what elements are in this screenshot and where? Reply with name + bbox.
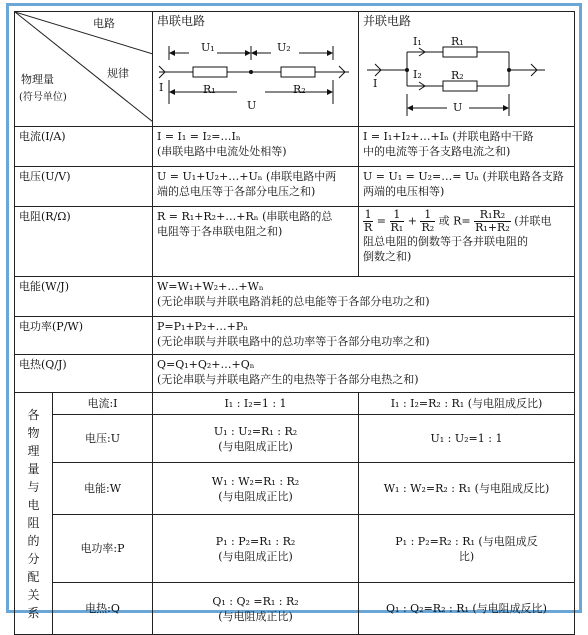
table-frame bbox=[6, 3, 582, 623]
dist-series-energy: W₁ : W₂=R₁ : R₂ (与电阻成正比) bbox=[153, 463, 359, 515]
series-current-formula: I = I₁ = I₂=…Iₙ bbox=[157, 130, 241, 143]
dist-label-current: 电流:I bbox=[53, 393, 153, 415]
parallel-voltage-note: 两端的电压相等) bbox=[363, 185, 445, 198]
corner-unit-note: (符号单位) bbox=[19, 92, 67, 103]
corner-header bbox=[15, 12, 153, 127]
parallel-i-label: I bbox=[373, 77, 378, 90]
energy-note: (无论串联与并联电路消耗的总电能等于各部分电功之和) bbox=[157, 295, 430, 308]
parallel-r2-label: R₂ bbox=[451, 69, 464, 82]
dist-label-heat: 电热:Q bbox=[53, 583, 153, 635]
series-voltage-cell bbox=[153, 167, 359, 207]
series-current-cell bbox=[153, 127, 359, 167]
power-cell bbox=[153, 317, 575, 355]
corner-circuit: 电路 bbox=[93, 17, 115, 30]
dist-series-heat: Q₁ : Q₂ =R₁ : R₂ (与电阻成正比) bbox=[153, 583, 359, 635]
dist-label-voltage: 电压:U bbox=[53, 415, 153, 463]
parallel-voltage-cell bbox=[359, 167, 575, 207]
dist-series-power: P₁ : P₂=R₁ : R₂ (与电阻成正比) bbox=[153, 515, 359, 583]
dist-parallel-heat: Q₁ : Q₂=R₂ : R₁ (与电阻成反比) bbox=[359, 583, 575, 635]
parallel-resistance-cell bbox=[359, 207, 575, 277]
corner-quantity: 物理量 bbox=[21, 73, 54, 86]
heat-note: (无论串联与并联电路产生的电热等于各部分电热之和) bbox=[157, 373, 419, 386]
heat-formula: Q=Q₁+Q₂+…+Qₙ bbox=[157, 358, 255, 371]
parallel-resistance-note-2: 倒数之和) bbox=[363, 250, 412, 263]
parallel-title: 并联电路 bbox=[363, 14, 412, 28]
power-formula: P=P₁+P₂+…+Pₙ bbox=[157, 320, 249, 333]
parallel-header bbox=[359, 12, 575, 127]
parallel-current-note: 中的电流等于各支路电流之和) bbox=[363, 145, 511, 158]
series-voltage-note: 端的总电压等于各部分电压之和) bbox=[157, 185, 316, 198]
power-note: (无论串联与并联电路中的总功率等于各部分电功率之和) bbox=[157, 335, 430, 348]
dist-label-energy: 电能:W bbox=[53, 463, 153, 515]
parallel-resistance-note: 阻总电阻的倒数等于各并联电阻的 bbox=[363, 235, 528, 248]
energy-cell bbox=[153, 277, 575, 317]
series-title: 串联电路 bbox=[157, 14, 206, 28]
parallel-voltage-formula: U = U₁ = U₂=…= Uₙ (并联电路各支路 bbox=[363, 170, 564, 183]
dist-series-voltage: U₁ : U₂=R₁ : R₂ (与电阻成正比) bbox=[153, 415, 359, 463]
dist-parallel-current: I₁ : I₂=R₂ : R₁ (与电阻成反比) bbox=[359, 393, 575, 415]
series-resistance-cell bbox=[153, 207, 359, 277]
parallel-circuit-diagram bbox=[359, 12, 575, 122]
series-i-label: I bbox=[159, 81, 164, 94]
series-current-note: (串联电路中电流处处相等) bbox=[157, 145, 287, 158]
distribution-side-label: 各 物 理 量 与 电 阻 的 分 配 关 系 bbox=[15, 393, 53, 635]
series-resistance-note: 电阻等于各串联电阻之和) bbox=[157, 225, 283, 238]
series-u-label: U bbox=[247, 99, 257, 112]
dist-parallel-power: P₁ : P₂=R₂ : R₁ (与电阻成反 比) bbox=[359, 515, 575, 583]
series-u1-label: U₁ bbox=[201, 41, 215, 54]
series-resistance-formula: R = R₁+R₂+…+Rₙ (串联电路的总 bbox=[157, 210, 333, 223]
row-label-current: 电流(I/A) bbox=[15, 127, 153, 167]
series-r2-label: R₂ bbox=[293, 83, 306, 96]
dist-series-current: I₁ : I₂=1 : 1 bbox=[153, 393, 359, 415]
dist-parallel-voltage: U₁ : U₂=1 : 1 bbox=[359, 415, 575, 463]
comparison-table bbox=[14, 11, 575, 635]
parallel-u-label: U bbox=[453, 101, 463, 114]
row-label-voltage: 电压(U/V) bbox=[15, 167, 153, 207]
row-label-resistance: 电阻(R/Ω) bbox=[15, 207, 153, 277]
row-label-energy: 电能(W/J) bbox=[15, 277, 153, 317]
row-label-power: 电功率(P/W) bbox=[15, 317, 153, 355]
series-header bbox=[153, 12, 359, 127]
row-label-heat: 电热(Q/J) bbox=[15, 355, 153, 393]
parallel-current-formula: I = I₁+I₂+…+Iₙ (并联电路中干路 bbox=[363, 130, 534, 143]
corner-diagonals bbox=[15, 12, 153, 122]
parallel-r1-label: R₁ bbox=[451, 35, 464, 48]
parallel-current-cell bbox=[359, 127, 575, 167]
series-voltage-formula: U = U₁+U₂+…+Uₙ (串联电路中两 bbox=[157, 170, 337, 183]
heat-cell bbox=[153, 355, 575, 393]
dist-parallel-energy: W₁ : W₂=R₂ : R₁ (与电阻成反比) bbox=[359, 463, 575, 515]
parallel-i2-label: I₂ bbox=[413, 68, 422, 81]
energy-formula: W=W₁+W₂+…+Wₙ bbox=[157, 280, 264, 293]
series-u2-label: U₂ bbox=[277, 41, 291, 54]
corner-law: 规律 bbox=[107, 67, 129, 80]
parallel-resistance-formula: $\frac{1}{R}$ = $\frac{1}{\text{R₁}}$ + $\frac{1}{\text{R₂}}$ 或 R= $\frac{\text{R₁R₂}}{\text{R₁+R₂}}$ (并联电 bbox=[364, 208, 552, 234]
dist-label-power: 电功率:P bbox=[53, 515, 153, 583]
parallel-i1-label: I₁ bbox=[413, 35, 422, 48]
series-r1-label: R₁ bbox=[203, 83, 216, 96]
